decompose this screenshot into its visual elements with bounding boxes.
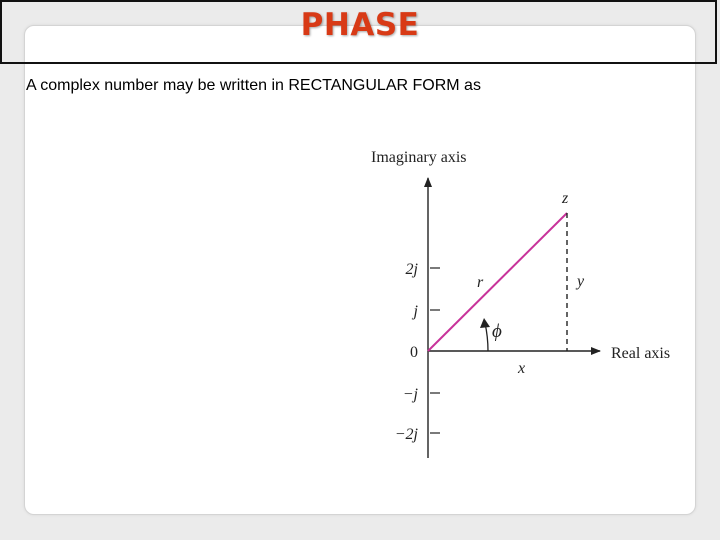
tick-label-minus-2j: −2j [394, 426, 418, 443]
magnitude-r-label: r [477, 274, 484, 291]
phase-angle-arrowhead [480, 318, 490, 328]
real-part-x-label: x [518, 360, 526, 377]
tick-label-j: j [413, 303, 418, 320]
tick-label-zero: 0 [410, 344, 418, 361]
imaginary-part-y-label: y [577, 273, 585, 290]
phase-phi-label: ϕ [492, 321, 502, 342]
tick-label-minus-j: −j [402, 386, 418, 403]
slide-title: PHASE [300, 7, 420, 43]
imaginary-axis-label: Imaginary axis [371, 149, 467, 166]
point-z-label: z [562, 190, 569, 207]
real-axis-label: Real axis [611, 345, 671, 362]
tick-label-2j: 2j [405, 261, 418, 278]
body-text: A complex number may be written in RECTANGULAR FORM as [26, 77, 481, 94]
